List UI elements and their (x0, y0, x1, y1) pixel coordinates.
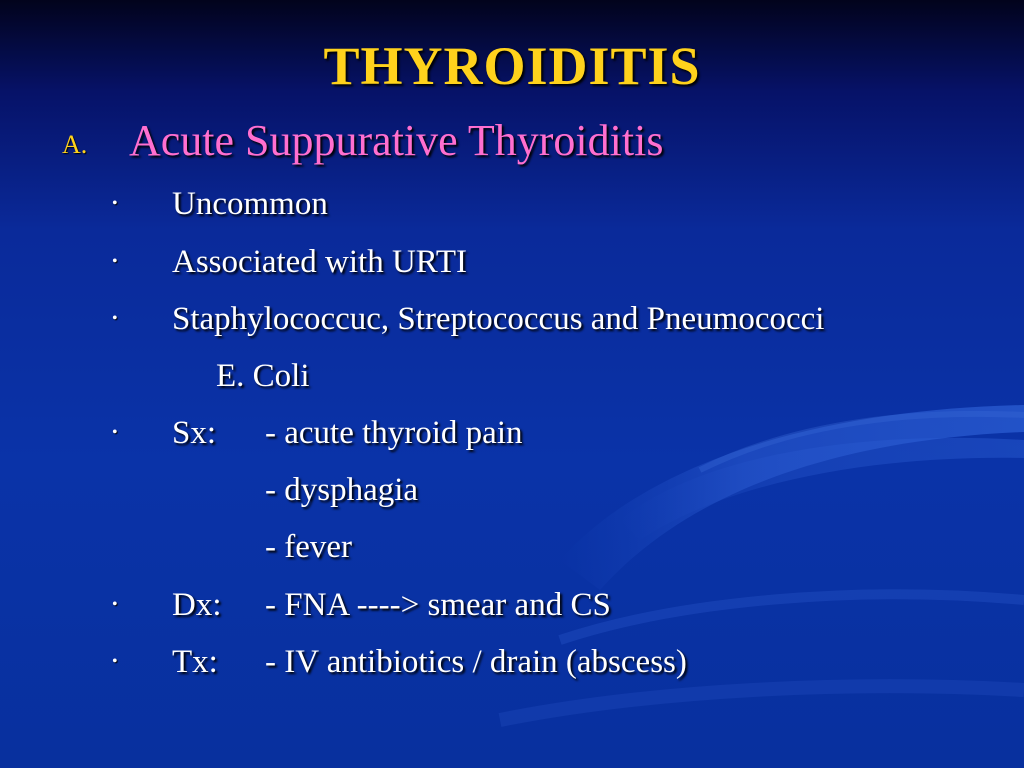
list-item-label: Sx: (172, 415, 217, 451)
list-item-value: - IV antibiotics / drain (abscess) (265, 644, 687, 680)
list-item-text: Uncommon (172, 186, 328, 222)
list-item (0, 184, 1024, 224)
list-item-value: - fever (265, 529, 353, 565)
list-item-text: Staphylococcuc, Streptococcus and Pneumococci (172, 301, 825, 337)
bullet-icon: • (112, 310, 118, 327)
bullet-icon: • (112, 253, 118, 270)
slide-title: THYROIDITIS (323, 36, 701, 96)
list-item (0, 242, 1024, 282)
list-item-continuation-text: E. Coli (216, 358, 310, 394)
list-item-text: Associated with URTI (172, 244, 467, 280)
list-item (0, 642, 1024, 682)
bullet-icon: • (112, 424, 118, 441)
list-item-continuation (0, 527, 1024, 567)
list-item (0, 413, 1024, 453)
list-item (0, 585, 1024, 625)
bullet-icon: • (112, 596, 118, 613)
list-item (0, 299, 1024, 339)
section-heading: Acute Suppurative Thyroiditis (129, 116, 664, 165)
list-item-value: - FNA ----> smear and CS (265, 587, 611, 623)
list-item-value: - acute thyroid pain (265, 415, 523, 451)
list-item-continuation (0, 470, 1024, 510)
list-item-continuation (0, 356, 1024, 396)
list-item-label: Dx: (172, 587, 222, 623)
section-marker: A. (62, 130, 88, 159)
list-item-label: Tx: (172, 644, 218, 680)
bullet-icon: • (112, 653, 118, 670)
list-item-value: - dysphagia (265, 472, 419, 508)
bullet-icon: • (112, 195, 118, 212)
